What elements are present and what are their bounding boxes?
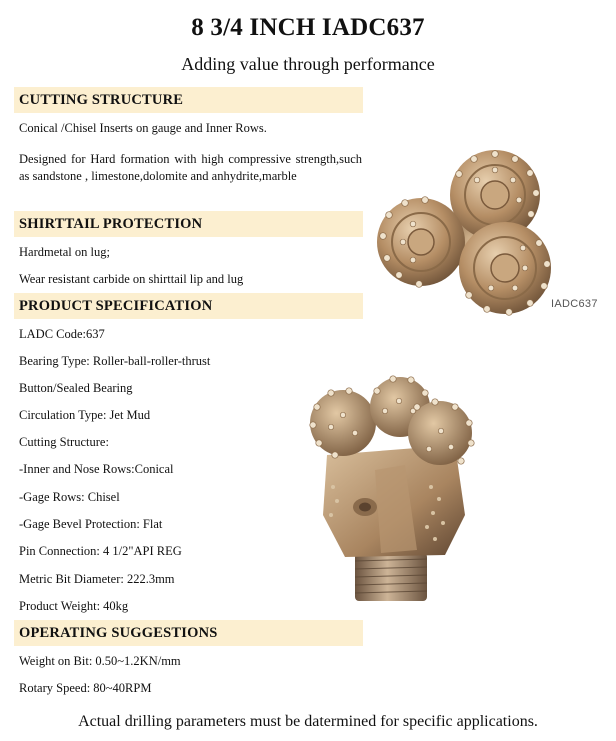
- section-header-cutting-structure: CUTTING STRUCTURE: [14, 87, 363, 113]
- page-title: 8 3/4 INCH IADC637: [191, 14, 425, 41]
- drill-bit-top-view-image: [373, 140, 568, 320]
- cutting-structure-line: Conical /Chisel Inserts on gauge and Inner Rows.: [19, 121, 267, 135]
- section-header-shirttail: SHIRTTAIL PROTECTION: [14, 211, 363, 237]
- image-caption: IADC637: [551, 298, 598, 310]
- cutting-structure-paragraph: Designed for Hard formation with high compressive strength,such as sandstone , limestone,dolomite and anhydrite,marble: [19, 152, 362, 183]
- drill-bit-side-view-image: [305, 375, 480, 607]
- spec-item: Pin Connection: 4 1/2"API REG: [19, 544, 182, 558]
- section-header-operating: OPERATING SUGGESTIONS: [14, 620, 363, 646]
- cone-left: [377, 198, 465, 286]
- shirttail-line-2: Wear resistant carbide on shirttail lip and lug: [19, 272, 244, 286]
- operating-line-2: Rotary Speed: 80~40RPM: [19, 681, 152, 695]
- spec-item: Cutting Structure:: [19, 435, 109, 449]
- page-subtitle: Adding value through performance: [181, 54, 435, 74]
- footer-note: Actual drilling parameters must be datermined for specific applications.: [78, 713, 538, 730]
- section-header-product-spec: PRODUCT SPECIFICATION: [14, 293, 363, 319]
- spec-item: Metric Bit Diameter: 222.3mm: [19, 572, 175, 586]
- spec-item: -Gage Rows: Chisel: [19, 490, 120, 504]
- shirttail-line-1: Hardmetal on lug;: [19, 245, 110, 259]
- spec-item: Bearing Type: Roller-ball-roller-thrust: [19, 354, 211, 368]
- spec-item: LADC Code:637: [19, 327, 105, 341]
- spec-item: Button/Sealed Bearing: [19, 381, 133, 395]
- spec-item: -Inner and Nose Rows:Conical: [19, 462, 174, 476]
- cone-right: [459, 222, 551, 314]
- spec-item: Product Weight: 40kg: [19, 599, 129, 613]
- spec-item: -Gage Bevel Protection: Flat: [19, 517, 163, 531]
- operating-line-1: Weight on Bit: 0.50~1.2KN/mm: [19, 654, 181, 668]
- spec-item: Circulation Type: Jet Mud: [19, 408, 151, 422]
